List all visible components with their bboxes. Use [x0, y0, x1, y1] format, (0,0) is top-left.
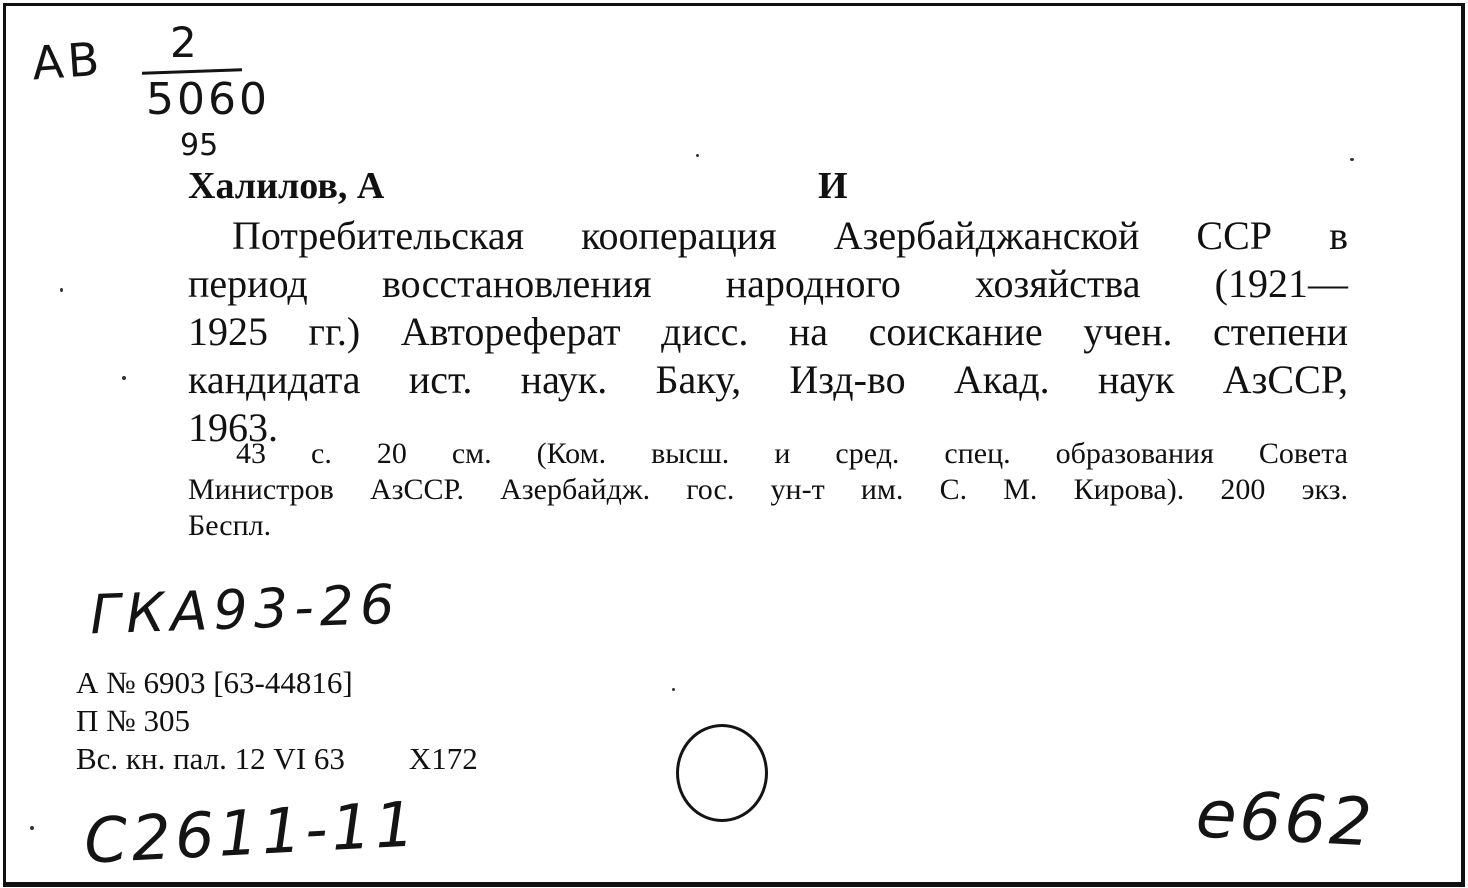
handwritten-code-left: С2611-11 — [82, 787, 421, 878]
title-line: Потребительская кооперация Азербайджанской ССР в — [232, 213, 1348, 258]
notes-line: Министров АзССР. Азербайдж. гос. ун-т им. С. М. Кирова). 200 экз. — [188, 473, 1348, 506]
shelfmark-sub-number: 95 — [180, 128, 219, 163]
handwritten-stamp-code: ГКА93-26 — [88, 572, 402, 647]
shelfmark-prefix: АВ — [30, 31, 105, 91]
notes-line: 43 с. 20 см. (Ком. высш. и сред. спец. образования Совета — [236, 437, 1348, 470]
scan-speck — [30, 826, 34, 830]
scan-speck — [1350, 158, 1354, 161]
handwritten-code-right: е662 — [1194, 775, 1377, 862]
registration-date: Вс. кн. пал. 12 VI 63 — [76, 741, 345, 776]
title-line: 1963. — [188, 405, 278, 450]
registration-line-p: П № 305 — [76, 703, 190, 738]
shelfmark-denominator: 5060 — [146, 74, 270, 125]
title-line: 1925 гг.) Автореферат дисс. на соискание учен. степени — [188, 309, 1348, 354]
title-line: период восстановления народного хозяйства (1921— — [188, 261, 1348, 306]
scan-speck — [60, 288, 63, 292]
title-description — [188, 212, 1348, 452]
registration-code: X172 — [408, 741, 478, 776]
scan-speck — [672, 688, 675, 691]
registration-line-a: А № 6903 [63-44816] — [76, 665, 353, 700]
registration-line-date — [76, 740, 478, 778]
circle-mark — [676, 724, 768, 822]
title-line: кандидата ист. наук. Баку, Изд-во Акад. наук АзССР, — [188, 357, 1348, 402]
collation-notes — [188, 436, 1348, 544]
author-heading: Халилов, А — [188, 165, 385, 207]
scan-speck — [122, 376, 126, 380]
registration-block — [76, 664, 478, 778]
shelfmark-numerator: 2 — [170, 18, 197, 67]
author-initial: И — [818, 165, 848, 207]
notes-line: Беспл. — [188, 509, 272, 542]
scan-speck — [696, 154, 699, 157]
